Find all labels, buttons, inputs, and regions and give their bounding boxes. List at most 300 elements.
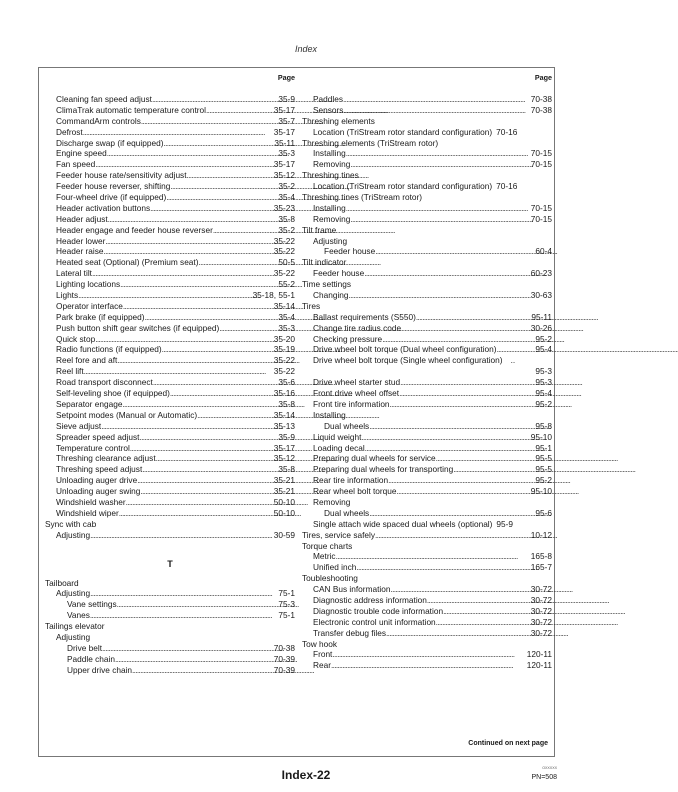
page-ref: 95-2: [535, 475, 552, 486]
entry-text: Lighting locations: [56, 279, 121, 290]
index-entry[interactable]: Unified inch . . . 165-7: [302, 562, 552, 573]
entry-text: Preparing dual wheels for transporting: [313, 464, 454, 475]
footer-part-number: PN=508: [531, 774, 557, 781]
index-heading: Threshing tines (TriStream rotor): [302, 192, 423, 203]
index-entry[interactable]: Sensors . . . 70-38: [302, 105, 552, 116]
leader-dots: [365, 443, 535, 454]
index-entry[interactable]: [302, 312, 552, 323]
index-entry[interactable]: [302, 399, 552, 410]
entry-text: Sieve adjust: [56, 420, 102, 431]
index-entry[interactable]: [45, 323, 295, 334]
index-heading: Tailboard: [45, 577, 79, 588]
entry-text: Loading decal: [313, 442, 365, 453]
leader-dots: [92, 268, 273, 279]
index-entry[interactable]: Location (TriStream rotor standard configuration) 70-16: [313, 126, 518, 137]
index-entry[interactable]: [45, 301, 295, 312]
leader-dots: [386, 628, 530, 639]
page-ref: 30-72: [530, 605, 552, 616]
entry-text: Rear wheel bolt torque: [313, 486, 397, 497]
footer-page-number: Index-22: [281, 768, 331, 782]
index-entry[interactable]: [302, 486, 552, 497]
page-ref: 35-20: [273, 333, 295, 344]
index-subheading: Adjusting: [56, 631, 91, 642]
entry-text: Change tire radius code: [313, 322, 402, 333]
index-entry[interactable]: Location (TriStream rotor standard configuration) 70-16: [313, 181, 518, 192]
index-entry[interactable]: [45, 443, 295, 454]
entry-text: Ballast requirements (S550): [313, 311, 416, 322]
page-ref: 35-16: [273, 388, 295, 399]
page-ref: 30-72: [530, 584, 552, 595]
page-ref: 50-10: [273, 507, 295, 518]
page-ref: 35-2: [278, 181, 295, 192]
entry-text: Fan speed: [56, 159, 96, 170]
entry-text: Lights: [56, 290, 79, 301]
leader-dots: [199, 257, 278, 268]
index-entry[interactable]: [45, 421, 295, 432]
leader-dots: [101, 421, 273, 432]
leader-dots: [152, 94, 277, 105]
page-ref: 50-10: [273, 496, 295, 507]
index-entry[interactable]: [45, 246, 295, 257]
entry-text: Feeder house reverser, shifting: [56, 181, 171, 192]
index-entry[interactable]: [45, 665, 295, 676]
index-list-tires-a: [302, 312, 552, 356]
index-entry[interactable]: [45, 159, 295, 170]
index-entry[interactable]: Adjusting . . . 30-59: [45, 530, 295, 541]
index-entry[interactable]: [45, 486, 295, 497]
leader-dots: [115, 654, 273, 665]
page-ref: 30-72: [530, 627, 552, 638]
leader-dots: [213, 225, 278, 236]
index-column-right: [302, 73, 552, 671]
index-heading: Threshing tines: [302, 170, 359, 181]
leader-dots: [117, 599, 278, 610]
page-ref: 75-3: [278, 599, 295, 610]
index-entry[interactable]: [45, 334, 295, 345]
leader-dots: [141, 116, 278, 127]
leader-dots: [388, 475, 534, 486]
page-ref: 30-26: [530, 322, 552, 333]
entry-text: Separator engage: [56, 398, 123, 409]
entry-text: Drive belt: [67, 642, 103, 653]
index-entry[interactable]: Drive wheel bolt torque (Single wheel configuration) ..: [313, 355, 516, 366]
entry-text: Paddle chain: [67, 653, 115, 664]
index-entry[interactable]: Tires, service safely . . . 10-12: [302, 530, 552, 541]
entry-text: Vanes: [67, 610, 90, 621]
leader-dots: [108, 214, 278, 225]
index-entry[interactable]: Paddles . . . 70-38: [302, 94, 552, 105]
index-entry[interactable]: [302, 595, 552, 606]
page-ref: 95-10: [530, 486, 552, 497]
leader-dots: [90, 610, 277, 621]
page-ref: 35-8: [278, 398, 295, 409]
index-entry[interactable]: [302, 334, 552, 345]
leader-dots: [497, 344, 535, 355]
entry-text: ClimaTrak automatic temperature control: [56, 104, 207, 115]
page-ref: 95-3: [535, 377, 552, 388]
index-entry[interactable]: [302, 323, 552, 334]
entry-text: Windshield washer: [56, 496, 126, 507]
continued-note: Continued on next page: [468, 740, 548, 747]
index-entry[interactable]: [45, 312, 295, 323]
leader-dots: [142, 464, 277, 475]
entry-text: Drive wheel starter stud: [313, 377, 401, 388]
index-entry[interactable]: [45, 453, 295, 464]
entry-text: Reel lift: [56, 366, 84, 377]
page-ref: 95-5: [535, 453, 552, 464]
page-column-header: Page: [534, 73, 552, 82]
index-heading: Torque charts: [302, 540, 353, 551]
index-entry[interactable]: Installing . . . 70-15: [302, 203, 552, 214]
page-ref: 35-4: [278, 311, 295, 322]
index-entry[interactable]: Removing . . . 70-15: [302, 159, 552, 170]
leader-dots: [119, 508, 273, 519]
entry-text: Rear tire information: [313, 475, 389, 486]
entry-text: Threshing clearance adjust: [56, 453, 156, 464]
page-ref: 55-2: [278, 279, 295, 290]
leader-dots: [122, 399, 277, 410]
index-entry[interactable]: [45, 432, 295, 443]
entry-text: Four-wheel drive (if equipped): [56, 192, 167, 203]
entry-text: Threshing speed adjust: [56, 464, 143, 475]
page-ref: 35-2: [278, 224, 295, 235]
entry-text: Diagnostic trouble code information: [313, 605, 444, 616]
index-entry[interactable]: [45, 388, 295, 399]
page-ref: 35-21: [273, 486, 295, 497]
index-subheading: Installing: [313, 409, 346, 420]
leader-dots: [120, 279, 277, 290]
page-ref: 35-22: [273, 355, 295, 366]
page-ref: 95-1: [535, 442, 552, 453]
index-entry[interactable]: Feeder house . . . 60-4: [302, 246, 552, 257]
index-entry[interactable]: [45, 279, 295, 290]
index-entry[interactable]: [302, 443, 552, 454]
index-entry[interactable]: [45, 643, 295, 654]
index-heading: Tilt frame: [302, 224, 337, 235]
entry-text: Checking pressure: [313, 333, 383, 344]
index-heading: Tilt indicator: [302, 257, 347, 268]
leader-dots: [95, 334, 273, 345]
entry-text: Front tire information: [313, 398, 390, 409]
leader-dots: [102, 643, 273, 654]
index-heading: Toubleshooting: [302, 573, 358, 584]
index-entry[interactable]: [45, 654, 295, 665]
page-ref: 75-1: [278, 610, 295, 621]
entry-text: Discharge swap (if equipped): [56, 137, 164, 148]
page-ref: 30-59: [273, 529, 295, 540]
section-letter: T: [167, 558, 173, 569]
page-ref: 35-9: [278, 94, 295, 104]
index-heading: Time settings: [302, 279, 352, 290]
leader-dots: [187, 170, 273, 181]
page-ref: 35-21: [273, 475, 295, 486]
entry-text: Defrost: [56, 126, 83, 137]
leader-dots: [166, 192, 277, 203]
index-entry[interactable]: [302, 475, 552, 486]
leader-dots: [107, 148, 278, 159]
leader-dots: [443, 606, 530, 617]
leader-dots: [390, 399, 535, 410]
entry-text: Vane settings: [67, 599, 117, 610]
index-entry[interactable]: Rear . . . 120-11: [302, 660, 552, 671]
index-column-left: [45, 73, 295, 676]
leader-dots: [117, 355, 272, 366]
index-entry[interactable]: Installing . . . 70-15: [302, 148, 552, 159]
leader-dots: [156, 453, 273, 464]
leader-dots: [140, 432, 278, 443]
index-entry[interactable]: [302, 377, 552, 388]
index-entry[interactable]: [302, 344, 552, 355]
leader-dots: [84, 366, 273, 377]
entry-text: Road transport disconnect: [56, 377, 153, 388]
page-ref: 95-4: [535, 388, 552, 399]
index-entry[interactable]: [45, 610, 295, 621]
index-heading: Tow hook: [302, 638, 338, 649]
entry-text: Unloading auger swing: [56, 486, 141, 497]
index-list-tailings: [45, 643, 295, 676]
index-entry[interactable]: [45, 116, 295, 127]
page-ref: 35-17: [273, 442, 295, 453]
page-ref: 95-5: [535, 464, 552, 475]
entry-text: Operator interface: [56, 300, 123, 311]
index-list-left-a: [45, 94, 295, 519]
entry-text: Push button shift gear switches (if equipped): [56, 322, 220, 333]
page-ref: 35-11: [274, 137, 295, 148]
page-ref: 70-39: [273, 664, 295, 675]
page-ref: 35-22: [273, 268, 295, 279]
index-entry[interactable]: [45, 192, 295, 203]
leader-dots: [436, 617, 530, 628]
page-ref: 50-5: [278, 257, 295, 268]
page-column-header: Page: [277, 73, 295, 82]
leader-dots: [126, 497, 273, 508]
page-ref: 95-2: [535, 398, 552, 409]
index-entry[interactable]: [45, 181, 295, 192]
page-ref: 35-8: [278, 464, 295, 475]
index-entry[interactable]: [45, 148, 295, 159]
index-heading: Tires: [302, 300, 321, 311]
page-ref: 95-10: [530, 431, 552, 442]
index-entry[interactable]: [302, 464, 552, 475]
index-subheading: Removing: [313, 496, 351, 507]
index-entry[interactable]: [45, 170, 295, 181]
page-ref: 30-72: [530, 616, 552, 627]
entry-text: Park brake (if equipped): [56, 311, 145, 322]
index-entry[interactable]: [45, 268, 295, 279]
leader-dots: [137, 475, 273, 486]
index-list-tires-c: [302, 432, 552, 497]
index-entry[interactable]: [45, 399, 295, 410]
index-list-tailboard: [45, 588, 295, 621]
page-ref: 95-3: [535, 366, 552, 377]
page-ref: 35-14: [273, 300, 295, 311]
index-entry[interactable]: [45, 377, 295, 388]
entry-text: Radio functions (if equipped): [56, 344, 162, 355]
index-entry[interactable]: [45, 236, 295, 247]
leader-dots: [416, 312, 531, 323]
entry-text: Header engage and feeder house reverser: [56, 224, 213, 235]
entry-text: Setpoint modes (Manual or Automatic): [56, 409, 198, 420]
index-entry[interactable]: Feeder house . . . 60-23: [302, 268, 552, 279]
leader-dots: [170, 388, 273, 399]
entry-text: Self-leveling shoe (if equipped): [56, 388, 170, 399]
index-entry[interactable]: [45, 508, 295, 519]
leader-dots: [453, 464, 534, 475]
leader-dots: [219, 323, 277, 334]
page-ref: 35-12: [273, 453, 295, 464]
index-entry[interactable]: [45, 257, 295, 268]
index-entry[interactable]: [45, 225, 295, 236]
leader-dots: [382, 334, 534, 345]
page-ref: 35-3: [278, 148, 295, 159]
leader-dots: [400, 377, 534, 388]
index-entry[interactable]: [45, 497, 295, 508]
index-heading: Tailings elevator: [45, 621, 105, 632]
leader-dots: [436, 453, 535, 464]
index-entry[interactable]: [45, 599, 295, 610]
entry-text: Liquid weight: [313, 431, 362, 442]
page-ref: 95-11: [531, 311, 552, 322]
page-ref: 35-22: [273, 366, 295, 377]
entry-text: Drive wheel bolt torque (Dual wheel configuration): [313, 344, 497, 355]
running-head: Index: [294, 44, 318, 54]
page-ref: 35-3: [278, 322, 295, 333]
leader-dots: [153, 377, 278, 388]
page-ref: 35-6: [278, 377, 295, 388]
index-entry[interactable]: Dual wheels . . . 95-8: [302, 421, 552, 432]
entry-text: Unloading auger drive: [56, 475, 138, 486]
entry-text: Windshield wiper: [56, 507, 119, 518]
leader-dots: [104, 246, 273, 257]
entry-text: CommandArm controls: [56, 115, 141, 126]
index-entry[interactable]: [302, 606, 552, 617]
leader-dots: [206, 105, 273, 116]
index-heading: Threshing elements (TriStream rotor): [302, 137, 439, 148]
entry-text: Transfer debug files: [313, 627, 387, 638]
page-ref: 35-17: [273, 126, 295, 137]
index-subheading: Adjusting: [313, 235, 348, 246]
leader-dots: [170, 181, 277, 192]
leader-dots: [105, 236, 272, 247]
leader-dots: [396, 486, 529, 497]
entry-text: Upper drive chain: [67, 664, 133, 675]
leader-dots: [163, 138, 273, 149]
page-ref: 35-14: [273, 409, 295, 420]
index-entry[interactable]: [302, 584, 552, 595]
index-heading: Sync with cab: [45, 518, 97, 529]
entry-text: Feeder house rate/sensitivity adjust: [56, 170, 187, 181]
leader-dots: [95, 159, 273, 170]
page-ref: 35-22: [273, 246, 295, 257]
page-ref: 70-38: [273, 642, 295, 653]
footer-code: OXXXXX: [542, 766, 557, 770]
entry-text: Front drive wheel offset: [313, 388, 400, 399]
index-entry[interactable]: [45, 410, 295, 421]
entry-text: Adjusting: [56, 588, 91, 599]
entry-text: Electronic control unit information: [313, 616, 436, 627]
entry-text: Header lower: [56, 235, 106, 246]
index-entry[interactable]: [45, 127, 295, 138]
index-entry[interactable]: [302, 628, 552, 639]
page-ref: 35-4: [278, 192, 295, 203]
entry-text: Spreader speed adjust: [56, 431, 140, 442]
page-ref: 35-9: [278, 431, 295, 442]
index-entry[interactable]: [45, 464, 295, 475]
page-ref: 75-1: [278, 588, 295, 599]
index-entry[interactable]: [45, 105, 295, 116]
index-entry[interactable]: [45, 290, 295, 301]
index-entry[interactable]: [45, 475, 295, 486]
page-ref: 35-13: [273, 420, 295, 431]
index-entry[interactable]: [45, 588, 295, 599]
index-entry[interactable]: Single attach wide spaced dual wheels (optional) 95-9: [313, 518, 514, 529]
leader-dots: [123, 301, 273, 312]
entry-text: Header activation buttons: [56, 202, 151, 213]
index-entry[interactable]: [45, 94, 295, 105]
leader-dots: [390, 584, 529, 595]
entry-text: Reel fore and aft: [56, 355, 118, 366]
page-ref: 35-19: [273, 344, 295, 355]
entry-text: Heated seat (Optional) (Premium seat): [56, 257, 199, 268]
entry-text: Cleaning fan speed adjust: [56, 94, 152, 104]
page-ref: 70-39: [273, 653, 295, 664]
leader-dots: [427, 595, 530, 606]
index-entry[interactable]: [302, 432, 552, 443]
leader-dots: [83, 127, 273, 138]
entry-text: Diagnostic address information: [313, 594, 427, 605]
entry-text: Header adjust: [56, 213, 108, 224]
leader-dots: [140, 486, 272, 497]
page-ref: 35-12: [273, 170, 295, 181]
page-ref: 35-22: [273, 235, 295, 246]
page-ref: 35-18, 55-1: [252, 290, 295, 301]
leader-dots: [361, 432, 529, 443]
entry-text: CAN Bus information: [313, 584, 391, 595]
index-entry[interactable]: Dual wheels . . . 95-6: [302, 508, 552, 519]
index-entry[interactable]: [45, 138, 295, 149]
index-entry[interactable]: [45, 366, 295, 377]
page-ref: 35-23: [273, 202, 295, 213]
entry-text: Temperature control: [56, 442, 130, 453]
leader-dots: [399, 388, 534, 399]
leader-dots: [130, 443, 273, 454]
page-ref: 35-8: [278, 213, 295, 224]
leader-dots: [132, 665, 273, 676]
index-heading: Threshing elements: [302, 115, 375, 126]
entry-text: Header raise: [56, 246, 104, 257]
index-entry[interactable]: [45, 214, 295, 225]
index-entry[interactable]: [45, 355, 295, 366]
entry-text: Quick stop: [56, 333, 96, 344]
index-entry[interactable]: [45, 203, 295, 214]
index-entry[interactable]: [302, 388, 552, 399]
index-entry[interactable]: Metric . . . 165-8: [302, 551, 552, 562]
index-entry[interactable]: [302, 617, 552, 628]
index-list-tires-b: [302, 377, 552, 410]
index-entry[interactable]: Front . . . 120-11: [302, 649, 552, 660]
index-entry[interactable]: [45, 344, 295, 355]
index-entry[interactable]: [302, 453, 552, 464]
leader-dots: [401, 323, 530, 334]
leader-dots: [145, 312, 278, 323]
index-entry[interactable]: Removing . . . 70-15: [302, 214, 552, 225]
index-entry[interactable]: Changing . . . 30-63: [302, 290, 552, 301]
page-ref: 35-17: [273, 104, 295, 115]
entry-text: Engine speed: [56, 148, 107, 159]
leader-dots: [150, 203, 273, 214]
leader-dots: [78, 290, 251, 301]
entry-text: Preparing dual wheels for service: [313, 453, 436, 464]
